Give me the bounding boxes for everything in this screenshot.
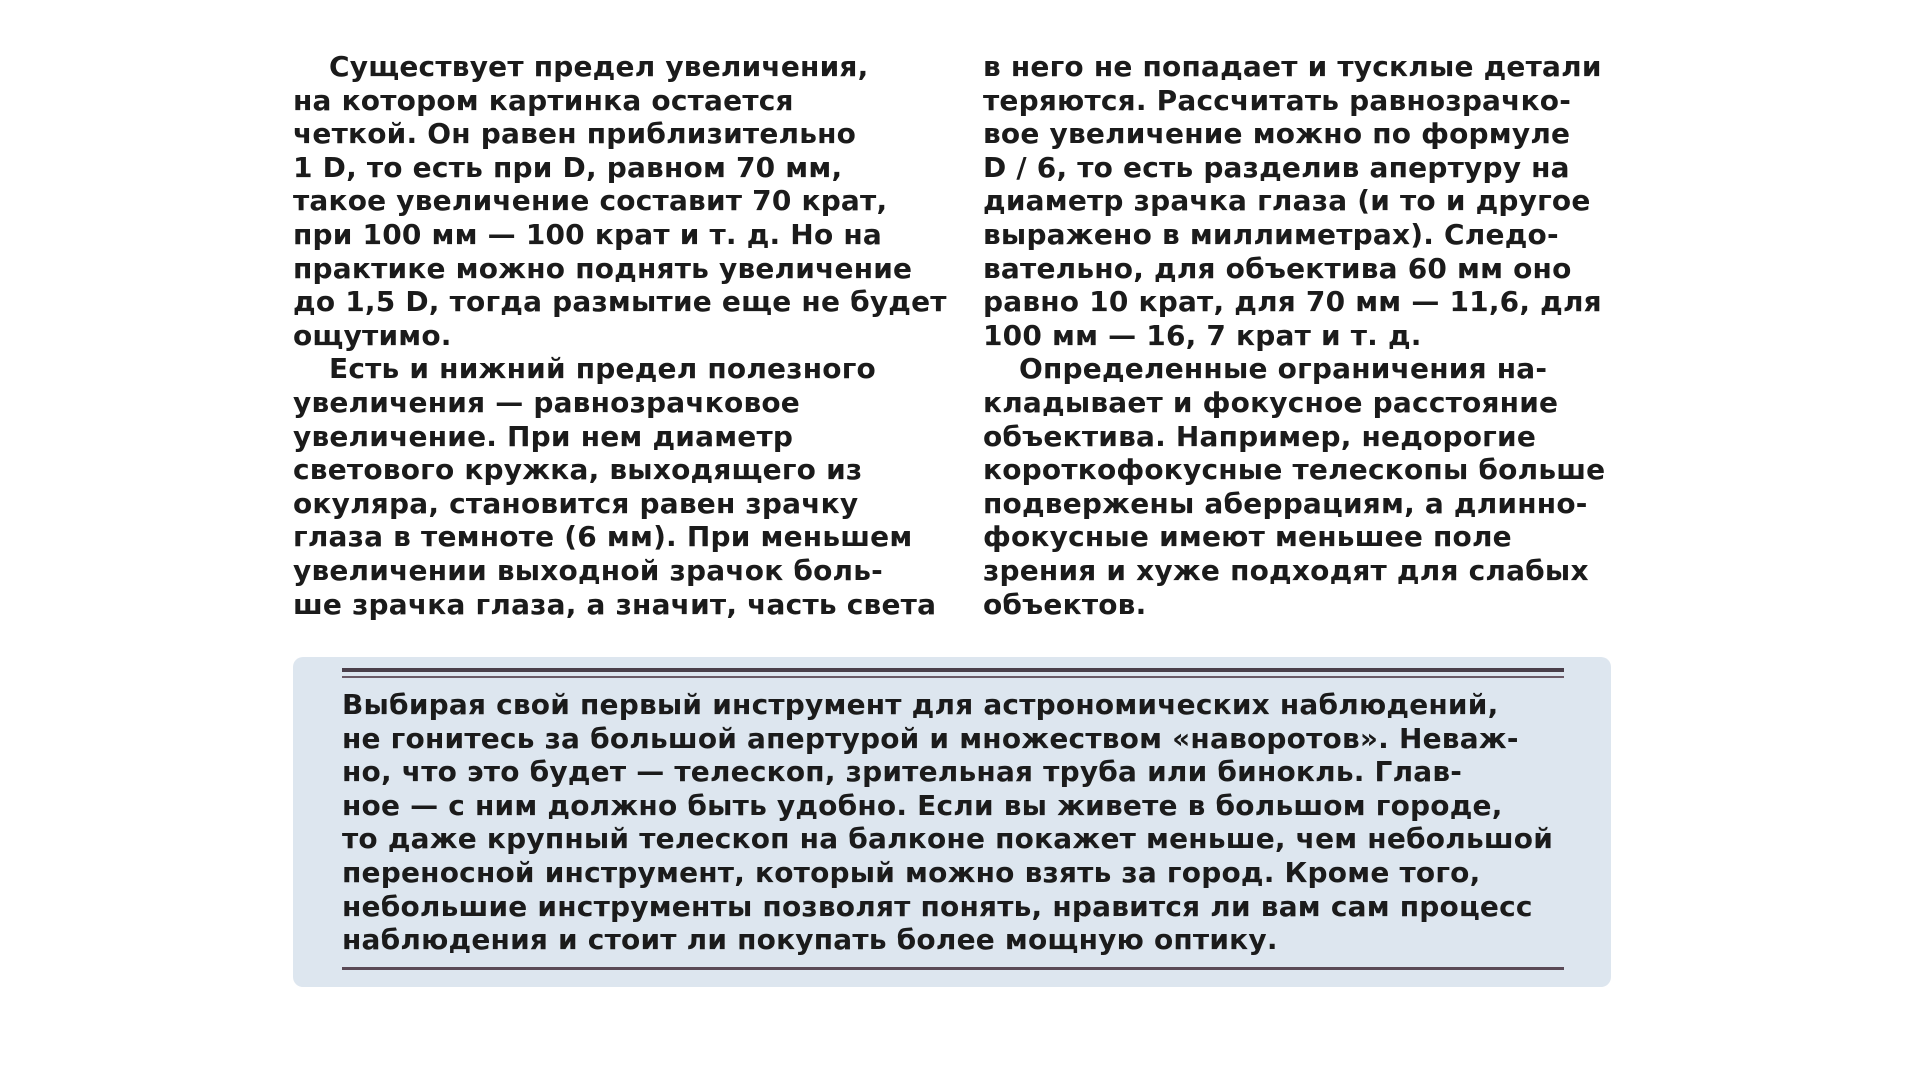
paragraph-line: ощутимо. — [293, 318, 452, 352]
note-line: наблюдения и стоит ли покупать более мощную оптику. — [342, 923, 1278, 957]
text-run: . При нем диаметр — [486, 419, 794, 453]
paragraph-line: 1 D, то есть при D, равном 70 мм, — [293, 150, 843, 184]
note-line: ное — с ним должно быть удобно. Если вы живете в большом городе, — [342, 788, 1503, 822]
paragraph-line: диаметр зрачка глаза (и то и другое — [983, 184, 1591, 218]
paragraph-line: зрения и хуже подходят для слабых — [983, 553, 1589, 587]
term-highlight: равнозрачковое — [533, 385, 800, 419]
paragraph-line: до 1,5 D, тогда размытие еще не будет — [293, 285, 947, 319]
paragraph-line: на котором картинка остается — [293, 83, 794, 117]
paragraph-line: подвержены аберрациям, а длинно- — [983, 486, 1588, 520]
left-column — [293, 50, 947, 621]
paragraph-line: объектива. Например, недорогие — [983, 419, 1537, 453]
right-column — [983, 50, 1623, 621]
paragraph-line: D / 6, то есть разделив апертуру на — [983, 150, 1570, 184]
paragraph-line: вательно, для объектива 60 мм оно — [983, 251, 1572, 285]
paragraph-line: Есть и нижний предел полезного — [329, 352, 876, 386]
paragraph-line: окуляра, становится равен зрачку — [293, 486, 859, 520]
paragraph-line: фокусные имеют меньшее поле — [983, 520, 1512, 554]
paragraph-line: светового кружка, выходящего из — [293, 453, 863, 487]
paragraph-line: четкой. Он равен приблизительно — [293, 117, 857, 151]
note-bottom-rule — [342, 967, 1564, 970]
note-line: небольшие инструменты позволят понять, нравится ли вам сам процесс — [342, 889, 1533, 923]
paragraph-line: практике можно поднять увеличение — [293, 251, 913, 285]
paragraph-line: ше зрачка глаза, а значит, часть света — [293, 587, 937, 621]
paragraph-line: теряются. Рассчитать равнозрачко- — [983, 83, 1572, 117]
paragraph-line: 100 мм — 16, 7 крат и т. д. — [983, 318, 1422, 352]
term-highlight: увеличение — [293, 419, 487, 453]
paragraph-line: такое увеличение составит 70 крат, — [293, 184, 888, 218]
note-top-rule — [342, 668, 1564, 672]
note-line: переносной инструмент, который можно взять за город. Кроме того, — [342, 855, 1481, 889]
paragraph-line: Существует предел увеличения, — [329, 50, 869, 83]
paragraph-line: вое увеличение можно по формуле — [983, 117, 1571, 151]
paragraph-line: глаза в темноте (6 мм). При меньшем — [293, 520, 913, 554]
paragraph-line — [293, 420, 933, 454]
paragraph-line — [293, 386, 933, 420]
paragraph-line: кладывает и фокусное расстояние — [983, 385, 1559, 419]
note-top-rule-secondary — [342, 676, 1564, 678]
paragraph-line: короткофокусные телескопы больше — [983, 453, 1606, 487]
note-line: но, что это будет — телескоп, зрительная труба или бинокль. Глав- — [342, 755, 1463, 789]
paragraph-line: объектов. — [983, 587, 1147, 621]
note-line: то даже крупный телескоп на балконе покажет меньше, чем небольшой — [342, 822, 1554, 856]
note-line: не гонитесь за большой апертурой и множеством «наворотов». Неваж- — [342, 721, 1519, 755]
paragraph-line: Определенные ограничения на- — [1019, 352, 1548, 386]
note-line: Выбирая свой первый инструмент для астрономических наблюдений, — [342, 688, 1499, 721]
paragraph-line: в него не попадает и тусклые детали — [983, 50, 1602, 83]
paragraph-line: увеличении выходной зрачок боль- — [293, 553, 883, 587]
paragraph-line: при 100 мм — 100 крат и т. д. Но на — [293, 217, 882, 251]
paragraph-line: выражено в миллиметрах). Следо- — [983, 217, 1559, 251]
text-run: увеличения — — [293, 385, 534, 419]
paragraph-line: равно 10 крат, для 70 мм — 11,6, для — [983, 285, 1602, 319]
note-text — [342, 688, 1572, 957]
